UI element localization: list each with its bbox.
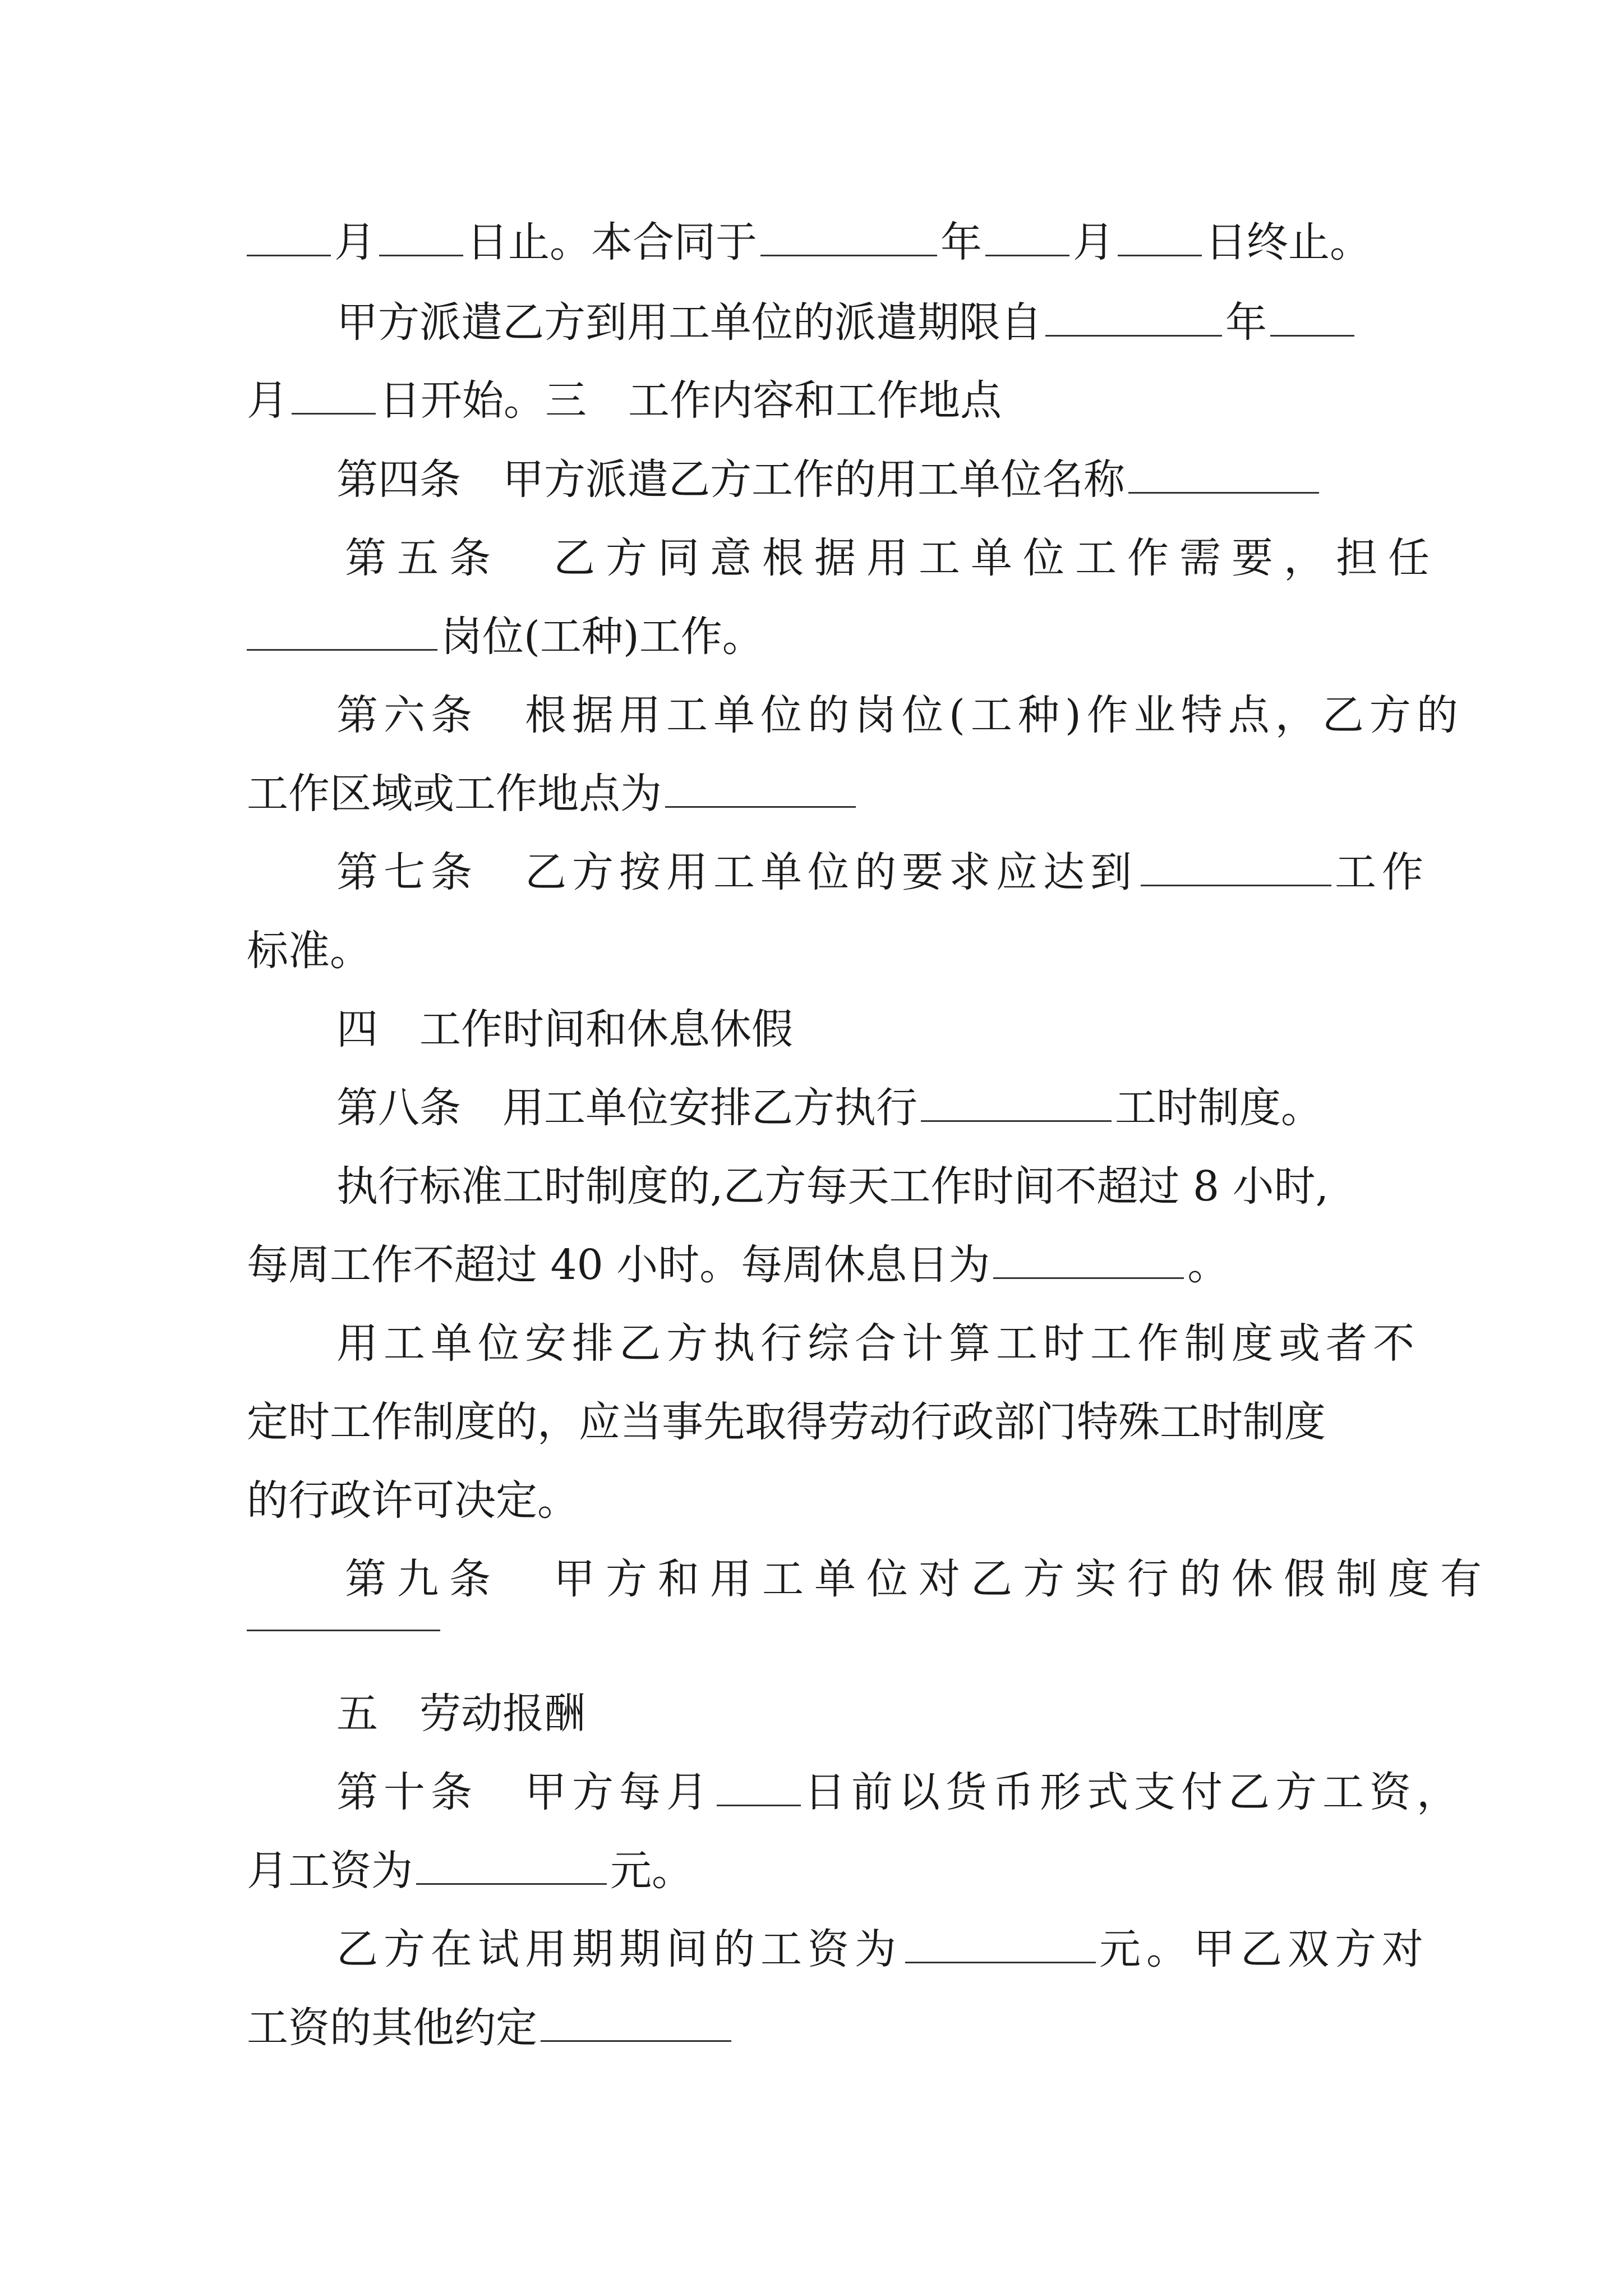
section-heading xyxy=(336,1001,1391,1057)
text-segment: 定时工作制度的，应当事先取得劳动行政部门特殊工时制度 xyxy=(247,1398,1326,1446)
text-segment: 月工资为 xyxy=(247,1847,413,1895)
text-segment: 每周工作不超过 40 小时。每周休息日为 xyxy=(247,1241,990,1289)
text-line xyxy=(247,1394,1391,1450)
text-segment: 第六条 根据用工单位的岗位(工种)作业特点，乙方的 xyxy=(336,691,1464,739)
blank-field xyxy=(1270,298,1354,337)
text-line xyxy=(336,295,1391,351)
text-line xyxy=(336,844,1429,900)
text-line xyxy=(336,1315,1420,1372)
blank-field xyxy=(985,218,1069,256)
text-segment: 工作区域或工作地点为 xyxy=(247,770,662,818)
text-line xyxy=(247,923,1391,979)
blank-field xyxy=(292,376,376,415)
text-segment: 月 xyxy=(334,218,376,266)
blank-field xyxy=(541,2003,731,2042)
text-segment: 日开始。三 工作内容和工作地点 xyxy=(379,376,1002,425)
text-segment: 标准。 xyxy=(247,927,371,975)
blank-field xyxy=(760,218,937,256)
text-line xyxy=(247,1473,1391,1529)
blank-field xyxy=(1141,848,1331,886)
text-segment: 年 xyxy=(940,218,982,266)
text-segment: 五 劳动报酬 xyxy=(336,1690,585,1738)
text-line xyxy=(247,2000,1391,2056)
text-line xyxy=(247,214,1391,270)
text-segment: 工资的其他约定 xyxy=(247,2004,537,2052)
text-segment: 第四条 甲方派遣乙方工作的用工单位名称 xyxy=(336,455,1125,504)
text-segment: 日前以货币形式支付乙方工资， xyxy=(804,1768,1464,1816)
section-heading xyxy=(336,1686,1391,1742)
blank-field xyxy=(416,1846,607,1885)
text-segment: 月 xyxy=(1073,218,1114,266)
text-line xyxy=(247,372,1391,429)
blank-field xyxy=(1045,298,1222,337)
text-line xyxy=(247,766,1391,822)
text-segment: 元。甲乙双方对 xyxy=(1099,1925,1429,1973)
text-line xyxy=(345,530,1440,586)
blank-field xyxy=(665,769,856,808)
text-line xyxy=(336,1158,1391,1214)
text-segment: 四 工作时间和休息休假 xyxy=(336,1005,793,1053)
blank-field xyxy=(921,1083,1112,1122)
text-segment: 的行政许可决定。 xyxy=(247,1476,579,1525)
text-line xyxy=(336,1921,1429,1977)
blank-field xyxy=(905,1925,1096,1963)
text-segment: 甲方派遣乙方到用工单位的派遣期限自 xyxy=(336,298,1042,347)
text-segment: 月 xyxy=(247,376,288,425)
blank-field xyxy=(1118,218,1202,256)
blank-field xyxy=(993,1240,1184,1279)
text-segment: 工作 xyxy=(1335,848,1429,896)
text-line xyxy=(336,452,1391,508)
text-line xyxy=(247,609,1391,665)
blank-field xyxy=(247,1630,440,1631)
text-segment: 第五条 乙方同意根据用工单位工作需要，担任 xyxy=(345,534,1440,582)
text-segment: 日止。本合同于 xyxy=(467,218,757,266)
text-line xyxy=(345,1551,1492,1607)
text-segment: 第十条 甲方每月 xyxy=(336,1768,713,1816)
text-segment: 岗位(工种)工作。 xyxy=(441,613,764,661)
blank-field xyxy=(379,218,463,256)
text-segment: 第七条 乙方按用工单位的要求应达到 xyxy=(336,848,1137,896)
text-line xyxy=(247,1237,1391,1293)
text-segment: 日终止。 xyxy=(1205,218,1371,266)
text-line xyxy=(336,1080,1391,1136)
text-segment: 第八条 用工单位安排乙方执行 xyxy=(336,1084,917,1132)
blank-field xyxy=(247,218,331,256)
blank-field xyxy=(1128,455,1319,494)
text-segment: 执行标准工时制度的,乙方每天工作时间不超过 8 小时, xyxy=(336,1162,1329,1211)
text-segment: 工时制度。 xyxy=(1115,1084,1322,1132)
text-segment: 。 xyxy=(1187,1241,1229,1289)
text-segment: 年 xyxy=(1225,298,1267,347)
blank-field xyxy=(717,1768,801,1806)
text-segment: 元。 xyxy=(610,1847,693,1895)
text-segment: 第九条 甲方和用工单位对乙方实行的休假制度有 xyxy=(345,1555,1492,1603)
text-line xyxy=(336,687,1464,743)
text-segment: 乙方在试用期期间的工资为 xyxy=(336,1925,902,1973)
text-line xyxy=(336,1764,1464,1820)
text-segment: 用工单位安排乙方执行综合计算工时工作制度或者不 xyxy=(336,1319,1420,1368)
blank-field xyxy=(247,612,437,651)
text-line xyxy=(247,1843,1391,1899)
